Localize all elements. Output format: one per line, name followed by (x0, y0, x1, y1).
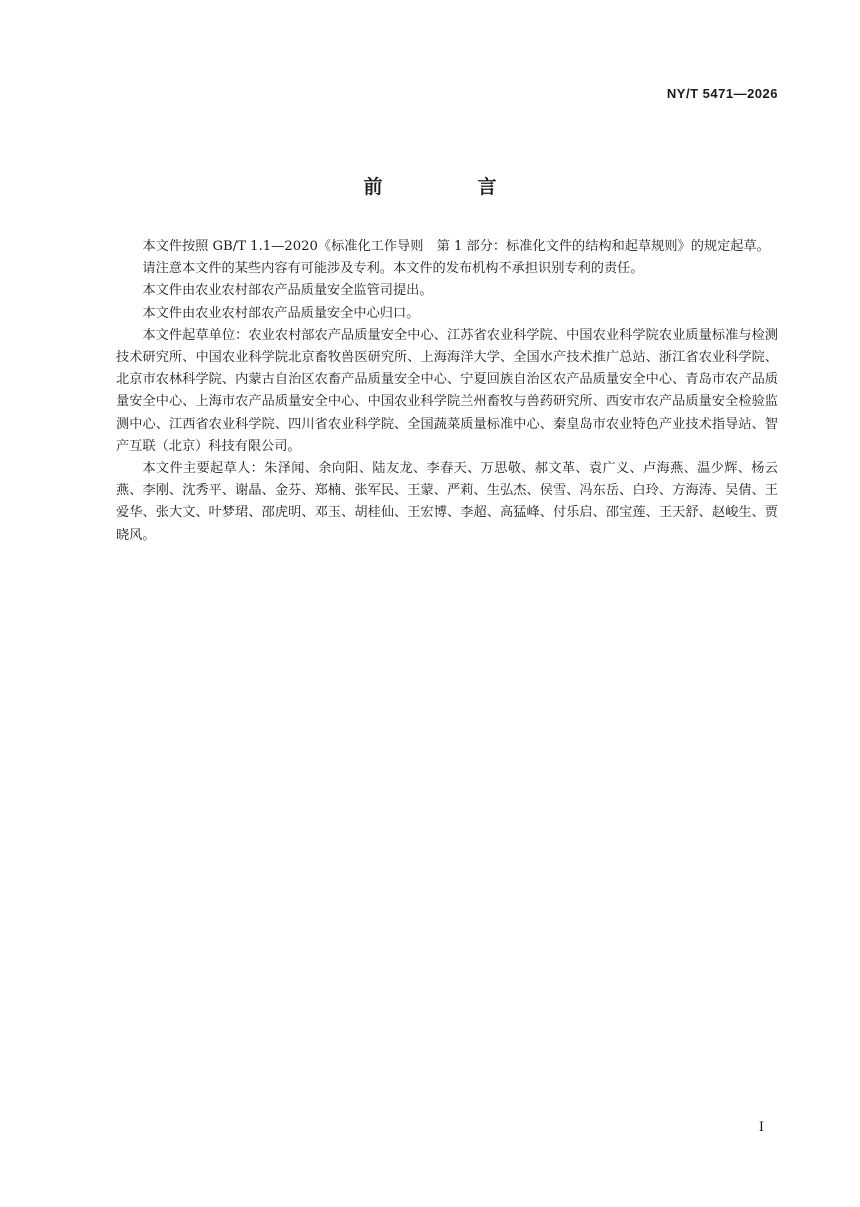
paragraph-patent-notice: 请注意本文件的某些内容有可能涉及专利。本文件的发布机构不承担识别专利的责任。 (142, 261, 644, 277)
document-body (116, 236, 778, 547)
page-title: 前 言 (363, 176, 535, 198)
paragraph-proposer: 本文件由农业农村部农产品质量安全监管司提出。 (142, 283, 433, 299)
paragraph-centralized-unit: 本文件由农业农村部农产品质量安全中心归口。 (142, 305, 420, 321)
paragraph-drafters: 本文件主要起草人：朱泽闻、余向阳、陆友龙、李春天、万思敬、郝文革、袁广义、卢海燕、温少辉、杨云燕、李刚、沈秀平、谢晶、金芬、郑楠、张军民、王蒙、严莉、生弘杰、侯雪、冯东岳、白玲、方海涛、吴倩、王爱华、张大文、叶梦珺、邵虎明、邓玉、胡桂仙、王宏博、李超、高猛峰、付乐启、邵宝莲、王天舒、赵峻生、贾晓风。 (116, 461, 778, 543)
document-code: NY/T 5471—2026 (666, 86, 778, 101)
paragraph-drafting-basis: 本文件按照 GB/T 1.1—2020《标准化工作导则 第 1 部分：标准化文件的结构和起草规则》的规定起草。 (142, 239, 770, 254)
page-number: I (758, 1120, 764, 1135)
paragraph-drafting-units: 本文件起草单位：农业农村部农产品质量安全中心、江苏省农业科学院、中国农业科学院农业质量标准与检测技术研究所、中国农业科学院北京畜牧兽医研究所、上海海洋大学、全国水产技术推广总站、浙江省农业科学院、北京市农林科学院、内蒙古自治区农畜产品质量安全中心、宁夏回族自治区农产品质量安全中心、青岛市农产品质量安全中心、上海市农产品质量安全中心、中国农业科学院兰州畜牧与兽药研究所、西安市农产品质量安全检验监测中心、江西省农业科学院、四川省农业科学院、全国蔬菜质量标准中心、秦皇岛市农业特色产业技术指导站、智产互联（北京）科技有限公司。 (116, 327, 778, 454)
